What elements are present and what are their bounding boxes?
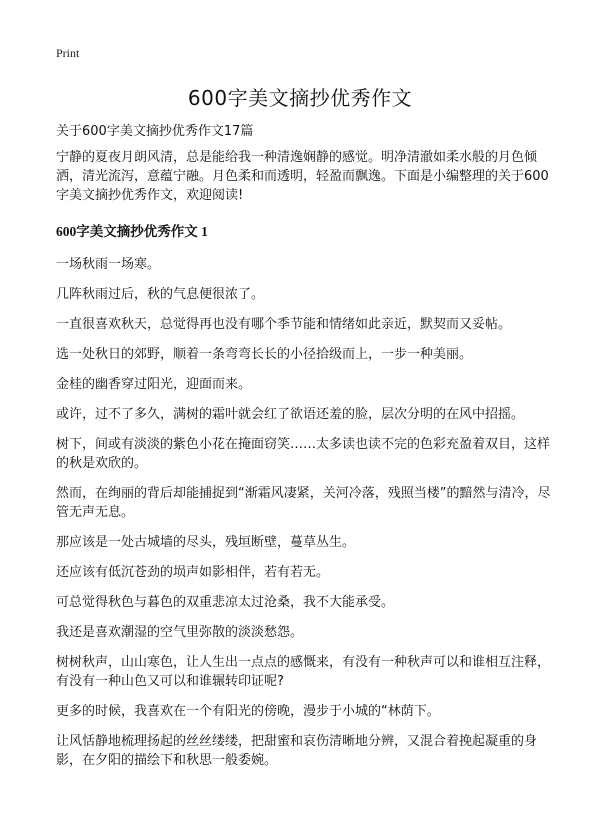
- paragraph: 我还是喜欢潮湿的空气里弥散的淡淡愁怨。: [56, 625, 304, 640]
- paragraph: 然而，在绚丽的背后却能捕捉到“渐霜风凄紧，关河冷落，残照当楼”的黯然与清冷，尽管无声无息。: [56, 486, 551, 520]
- paragraph: 选一处秋日的郊野，顺着一条弯弯长长的小径拾级而上，一步一种美丽。: [56, 347, 473, 362]
- paragraph: 还应该有低沉苍劲的埙声如影相伴，若有若无。: [56, 565, 330, 580]
- paragraph: 可总觉得秋色与暮色的双重悲凉太过沧桑，我不大能承受。: [56, 595, 395, 610]
- paragraph: 更多的时候，我喜欢在一个有阳光的傍晚，漫步于小城的“林荫下。: [56, 704, 440, 719]
- page-title: 600字美文摘抄优秀作文: [187, 86, 413, 110]
- paragraph: 树下，间或有淡淡的紫色小花在掩面窃笑……太多读也读不完的色彩充盈着双目，这样的秋是欢欣的。: [56, 437, 551, 471]
- paragraph: 一直很喜欢秋天，总觉得再也没有哪个季节能和情绪如此亲近，默契而又妥帖。: [56, 317, 512, 332]
- section-heading: 600字美文摘抄优秀作文 1: [56, 224, 208, 239]
- paragraph: 树树秋声，山山寒色，让人生出一点点的感慨来，有没有一种秋声可以和谁相互注释，有没有一种山色又可以和谁辗转印证呢?: [56, 655, 551, 689]
- print-link[interactable]: Print: [56, 46, 80, 60]
- paragraph: 一场秋雨一场寒。: [56, 257, 161, 272]
- document-subtitle: 关于600字美文摘抄优秀作文17篇: [56, 124, 254, 139]
- intro-paragraph: 宁静的夏夜月朗风清，总是能给我一种清逸娴静的感觉。明净清澈如柔水般的月色倾洒，清光流泻，意蕴宁融。月色柔和而透明，轻盈而飘逸。下面是小编整理的关于600字美文摘抄优秀作文，欢迎阅读!: [56, 150, 549, 203]
- paragraph: 那应该是一处古城墙的尽头，残垣断壁，蔓草丛生。: [56, 535, 356, 550]
- paragraph: 或许，过不了多久，满树的霜叶就会红了欲语还羞的脸，层次分明的在风中招摇。: [56, 407, 525, 422]
- paragraph: 几阵秋雨过后，秋的气息便很浓了。: [56, 287, 265, 302]
- article-body: [56, 148, 552, 781]
- paragraph: 让风恬静地梳理扬起的丝丝缕缕，把甜蜜和哀伤清晰地分辨，又混合着挽起凝重的身影，在夕阳的描绘下和秋思一般委婉。: [56, 734, 538, 768]
- paragraph: 金桂的幽香穿过阳光，迎面而来。: [56, 377, 252, 392]
